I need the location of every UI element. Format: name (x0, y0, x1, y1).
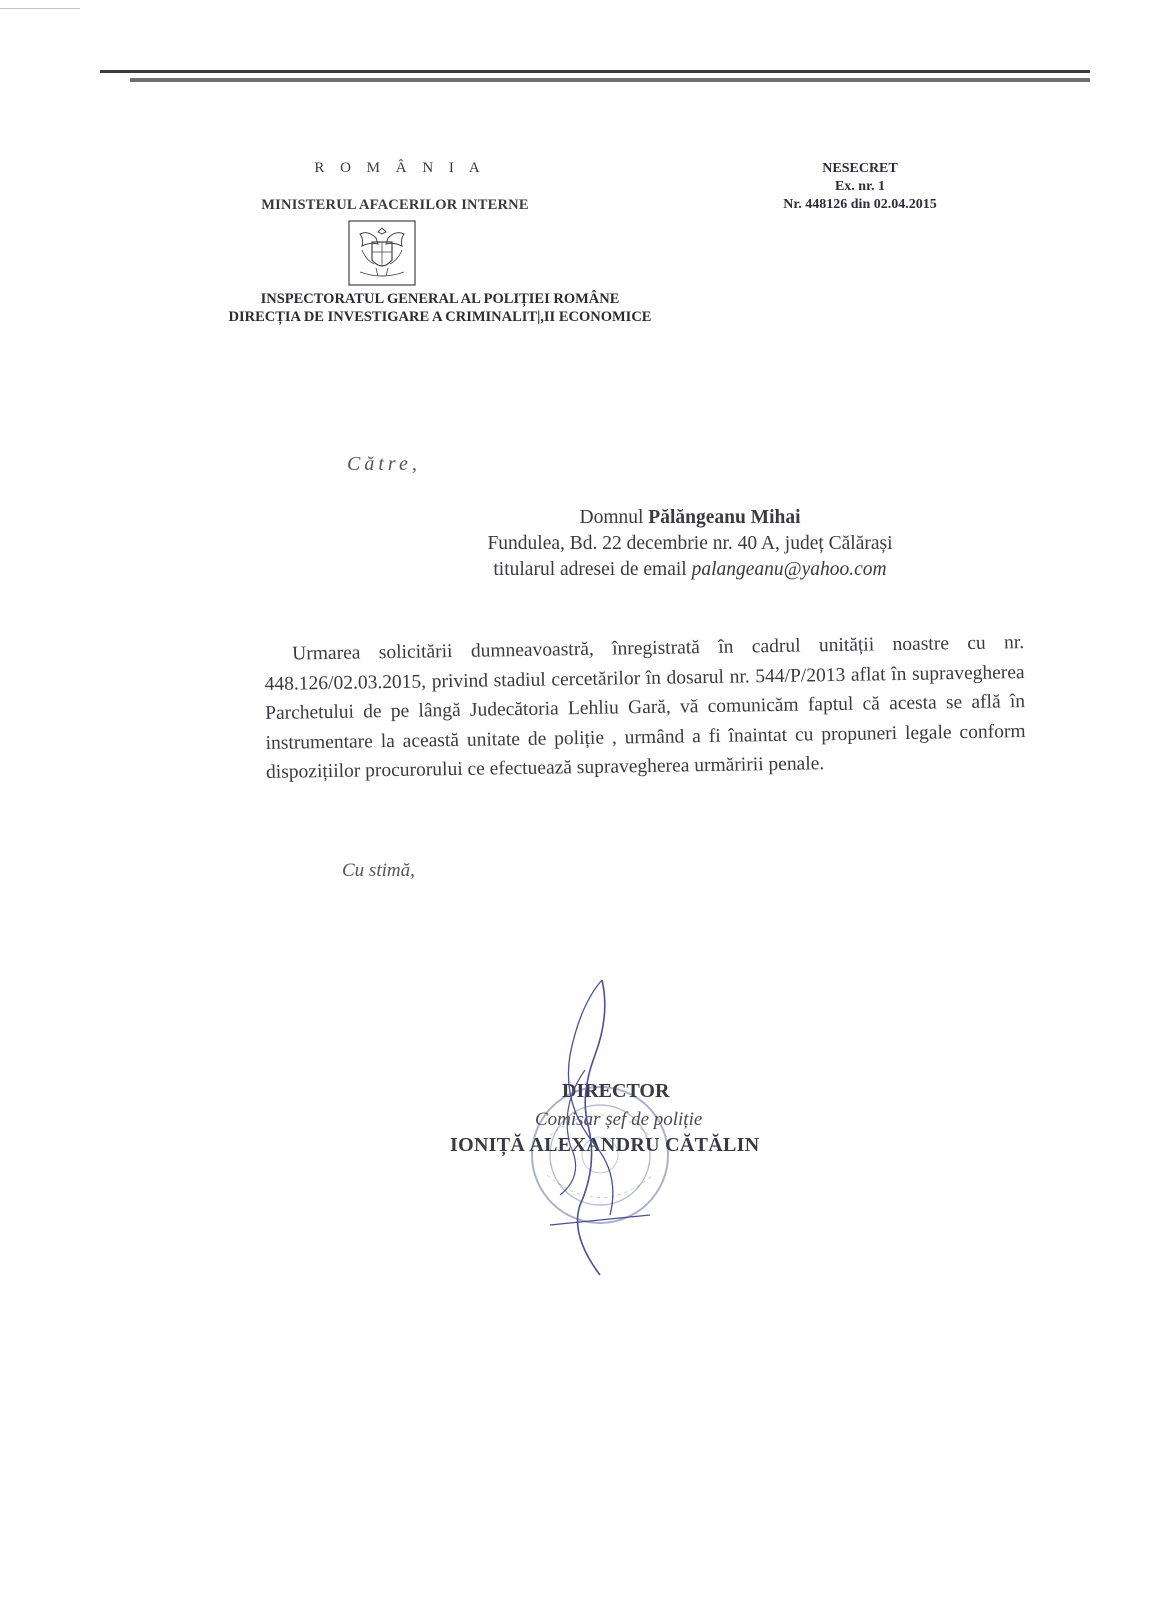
recipient-name: Pălăngeanu Mihai (648, 507, 801, 528)
coat-of-arms-icon (348, 220, 416, 286)
top-rule-secondary (130, 78, 1090, 82)
to-label: Către, (347, 453, 421, 475)
signer-title: DIRECTOR (562, 1080, 670, 1102)
closing-formula: Cu stimă, (342, 860, 415, 881)
body-paragraph (264, 628, 1026, 787)
body-text: Urmarea solicitării dumneavoastră, înregistrată în cadrul unității noastre cu nr. 448.126/02.03.2015, privind stadiul cercetărilor în dosarul nr. 544/P/2013 aflat în supravegherea Parchetului de pe lângă Judecătoria Lehliu Gară, vă comunicăm faptul că acesta se află în instrumentare la această unitate de poliție , urmând a fi înaintat cu propuneri legale conform dispozițiilor procurorului ce efectuează supravegherea urmăririi penale. (264, 632, 1026, 783)
classification-label: NESECRET (822, 161, 898, 176)
country-name: R O M Â N I A (314, 160, 486, 176)
issuing-unit (180, 290, 700, 326)
header-right (760, 160, 960, 214)
signer-rank: Comisar șef de poliție (535, 1109, 703, 1130)
ministry-name: MINISTERUL AFACERILOR INTERNE (261, 197, 529, 213)
email-prefix: titularul adresei de email (493, 559, 692, 580)
inspectorate-name: INSPECTORATUL GENERAL AL POLIȚIEI ROMÂNE (260, 291, 620, 307)
copy-number: Ex. nr. 1 (834, 179, 886, 194)
signer-name: IONIȚĂ ALEXANDRU CĂTĂLIN (450, 1134, 760, 1156)
recipient-email-line (440, 557, 940, 583)
recipient-block (440, 505, 940, 583)
recipient-address: Fundulea, Bd. 22 decembrie nr. 40 A, județ Călărași (487, 533, 893, 554)
top-rule (100, 70, 1090, 73)
salutation: Domnul (579, 507, 649, 528)
header-left (215, 160, 675, 325)
recipient-email: palangeanu@yahoo.com (691, 559, 887, 580)
registration-number: Nr. 448126 din 02.04.2015 (783, 197, 937, 212)
recipient-name-line (440, 505, 940, 531)
directorate-name: DIRECȚIA DE INVESTIGARE A CRIMINALIT|,II ECONOMICE (228, 309, 652, 325)
scan-artifact (0, 0, 80, 9)
